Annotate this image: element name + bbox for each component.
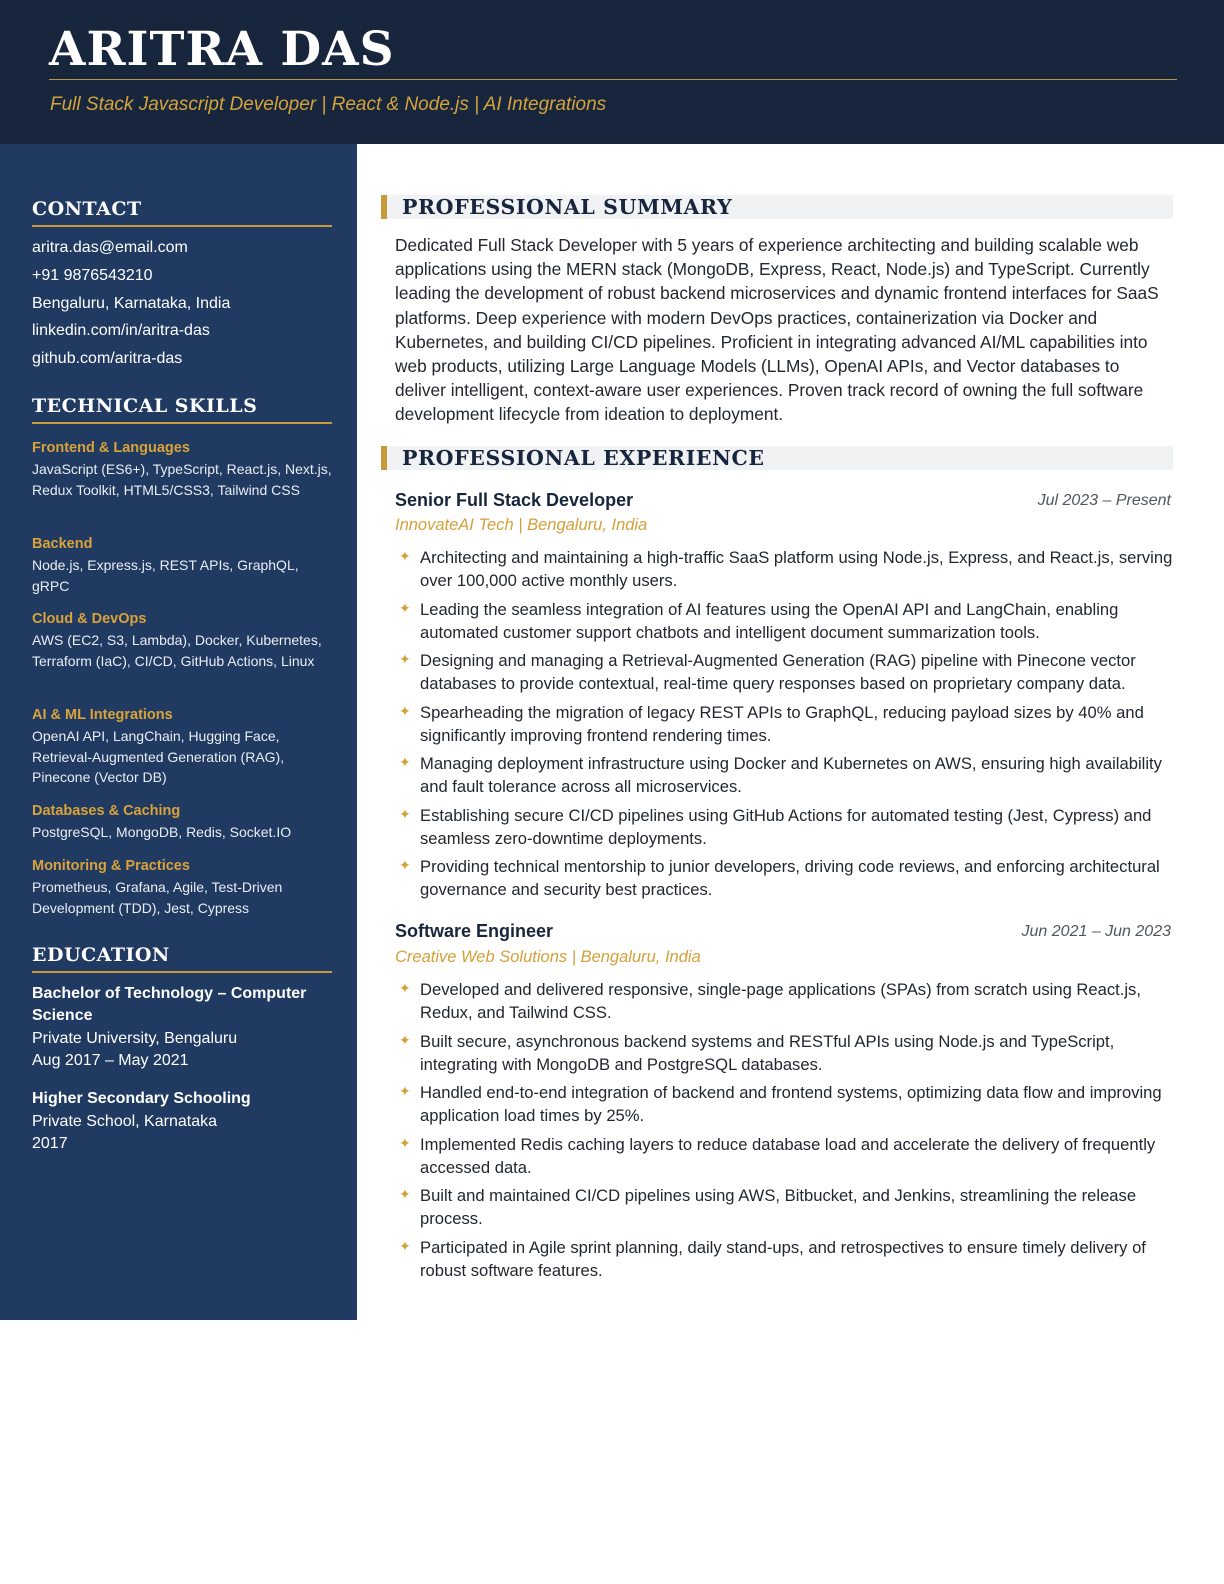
list-item: ✦ Spearheading the migration of legacy REST APIs to GraphQL, reducing payload sizes by 40% and significantly improving frontend rendering times. bbox=[399, 702, 1144, 745]
education-dates: Aug 2017 – May 2021 bbox=[32, 1052, 189, 1069]
education-school: Private University, Bengaluru bbox=[32, 1030, 238, 1047]
list-item: ✦ Developed and delivered responsive, single-page applications (SPAs) from scratch using React.js, Redux, and Tailwind CSS. bbox=[399, 980, 1141, 1022]
skill-list: Node.js, Express.js, REST APIs, GraphQL, gRPC bbox=[32, 557, 299, 594]
four-point-star-icon: ✦ bbox=[399, 1238, 411, 1255]
four-point-star-icon: ✦ bbox=[399, 1187, 411, 1203]
contact-phone[interactable]: +91 9876543210 bbox=[32, 267, 153, 284]
contact-linkedin[interactable]: linkedin.com/in/aritra-das bbox=[32, 322, 210, 339]
job-bullet-list bbox=[399, 978, 1174, 1287]
contact-heading: CONTACT bbox=[32, 197, 332, 227]
four-point-star-icon: ✦ bbox=[399, 981, 411, 997]
header-divider bbox=[49, 79, 1177, 80]
list-item: ✦ Designing and managing a Retrieval-Augmented Generation (RAG) pipeline with Pinecone vector databases to provide contextual, real-time query responses based on proprietary company data. bbox=[399, 651, 1136, 693]
section-accent-bar bbox=[381, 195, 387, 219]
experience-section-header bbox=[381, 446, 1173, 470]
skill-list: OpenAI API, LangChain, Hugging Face, Retrieval-Augmented Generation (RAG), Pinecone (Vector DB) bbox=[32, 728, 285, 785]
job-company: InnovateAI Tech | Bengaluru, India bbox=[395, 516, 648, 534]
candidate-tagline: Full Stack Javascript Developer | React & Node.js | AI Integrations bbox=[50, 94, 607, 115]
four-point-star-icon: ✦ bbox=[399, 549, 411, 565]
job-dates: Jul 2023 – Present bbox=[1037, 492, 1171, 509]
job-title: Senior Full Stack Developer bbox=[395, 490, 634, 510]
education-degree: Bachelor of Technology – Computer Science bbox=[32, 985, 307, 1024]
skills-heading: TECHNICAL SKILLS bbox=[32, 394, 332, 424]
section-accent-bar bbox=[381, 446, 387, 470]
skill-list: Prometheus, Grafana, Agile, Test-Driven Development (TDD), Jest, Cypress bbox=[32, 879, 283, 916]
list-item: ✦ Architecting and maintaining a high-traffic SaaS platform using Node.js, Express, and React.js, serving over 100,000 active monthly users. bbox=[399, 548, 1173, 590]
job-bullet-list bbox=[399, 546, 1174, 907]
list-item: ✦ Implemented Redis caching layers to reduce database load and accelerate the delivery of frequently accessed data. bbox=[399, 1134, 1156, 1177]
skill-category: Databases & Caching bbox=[32, 803, 181, 819]
experience-heading: PROFESSIONAL EXPERIENCE bbox=[402, 446, 765, 470]
job-company: Creative Web Solutions | Bengaluru, India bbox=[395, 948, 701, 966]
four-point-star-icon: ✦ bbox=[399, 1135, 411, 1152]
contact-github[interactable]: github.com/aritra-das bbox=[32, 350, 183, 367]
job-dates: Jun 2021 – Jun 2023 bbox=[1021, 923, 1171, 940]
job-title: Software Engineer bbox=[395, 921, 554, 941]
skill-list: PostgreSQL, MongoDB, Redis, Socket.IO bbox=[32, 824, 292, 840]
summary-heading: PROFESSIONAL SUMMARY bbox=[402, 195, 733, 219]
four-point-star-icon: ✦ bbox=[399, 1032, 411, 1049]
education-heading: EDUCATION bbox=[32, 943, 332, 973]
skill-category: AI & ML Integrations bbox=[32, 707, 173, 723]
four-point-star-icon: ✦ bbox=[399, 755, 411, 771]
skill-list: JavaScript (ES6+), TypeScript, React.js, Next.js, Redux Toolkit, HTML5/CSS3, Tailwind CSS bbox=[32, 461, 332, 498]
four-point-star-icon: ✦ bbox=[399, 806, 411, 823]
education-dates: 2017 bbox=[32, 1135, 68, 1152]
list-item: ✦ Managing deployment infrastructure using Docker and Kubernetes on AWS, ensuring high availability and fault tolerance across all microservices. bbox=[399, 754, 1162, 796]
list-item: ✦ Handled end-to-end integration of backend and frontend systems, optimizing data flow and improving application load times by 25%. bbox=[399, 1083, 1162, 1125]
skill-category: Frontend & Languages bbox=[32, 440, 190, 456]
education-school: Private School, Karnataka bbox=[32, 1113, 217, 1130]
summary-section-header bbox=[381, 195, 1173, 219]
list-item: ✦ Built and maintained CI/CD pipelines using AWS, Bitbucket, and Jenkins, streamlining the release process. bbox=[399, 1186, 1137, 1228]
skill-list: AWS (EC2, S3, Lambda), Docker, Kubernetes, Terraform (IaC), CI/CD, GitHub Actions, Linux bbox=[32, 632, 322, 669]
four-point-star-icon: ✦ bbox=[399, 703, 411, 720]
four-point-star-icon: ✦ bbox=[399, 652, 411, 668]
contact-email[interactable]: aritra.das@email.com bbox=[32, 239, 188, 256]
education-degree: Higher Secondary Schooling bbox=[32, 1090, 251, 1107]
candidate-name: ARITRA DAS bbox=[49, 22, 395, 77]
skill-category: Cloud & DevOps bbox=[32, 611, 147, 627]
summary-text: Dedicated Full Stack Developer with 5 years of experience architecting and building scalable web applications using the MERN stack (MongoDB, Express, React, Node.js) and TypeScript. Currently leading the development of robust backend microservices and dynamic frontend interfaces for SaaS platforms. Deep experience with modern DevOps practices, containerization via Docker and Kubernetes, and building CI/CD pipelines. Proficient in integrating advanced AI/ML capabilities into web products, utilizing Large Language Models (LLMs), OpenAI APIs, and Vector databases to deliver intelligent, context-aware user experiences. Proven track record of owning the full software development lifecycle from ideation to deployment. bbox=[395, 235, 1159, 425]
resume-header bbox=[0, 0, 1224, 144]
list-item: ✦ Built secure, asynchronous backend systems and RESTful APIs using Node.js and TypeScript, integrating with MongoDB and PostgreSQL databases. bbox=[399, 1031, 1115, 1074]
list-item: ✦ Establishing secure CI/CD pipelines using GitHub Actions for automated testing (Jest, Cypress) and seamless zero-downtime deployments. bbox=[399, 805, 1152, 848]
list-item: ✦ Leading the seamless integration of AI features using the OpenAI API and LangChain, enabling automated customer support chatbots and intelligent document summarization tools. bbox=[399, 599, 1119, 642]
four-point-star-icon: ✦ bbox=[399, 858, 411, 874]
skill-category: Monitoring & Practices bbox=[32, 858, 190, 874]
four-point-star-icon: ✦ bbox=[399, 600, 411, 617]
list-item: ✦ Providing technical mentorship to junior developers, driving code reviews, and enforcing architectural governance and security best practices. bbox=[399, 857, 1160, 899]
list-item: ✦ Participated in Agile sprint planning, daily stand-ups, and retrospectives to ensure timely delivery of robust software features. bbox=[399, 1237, 1146, 1280]
skill-category: Backend bbox=[32, 536, 93, 552]
four-point-star-icon: ✦ bbox=[399, 1084, 411, 1100]
contact-location: Bengaluru, Karnataka, India bbox=[32, 295, 231, 312]
